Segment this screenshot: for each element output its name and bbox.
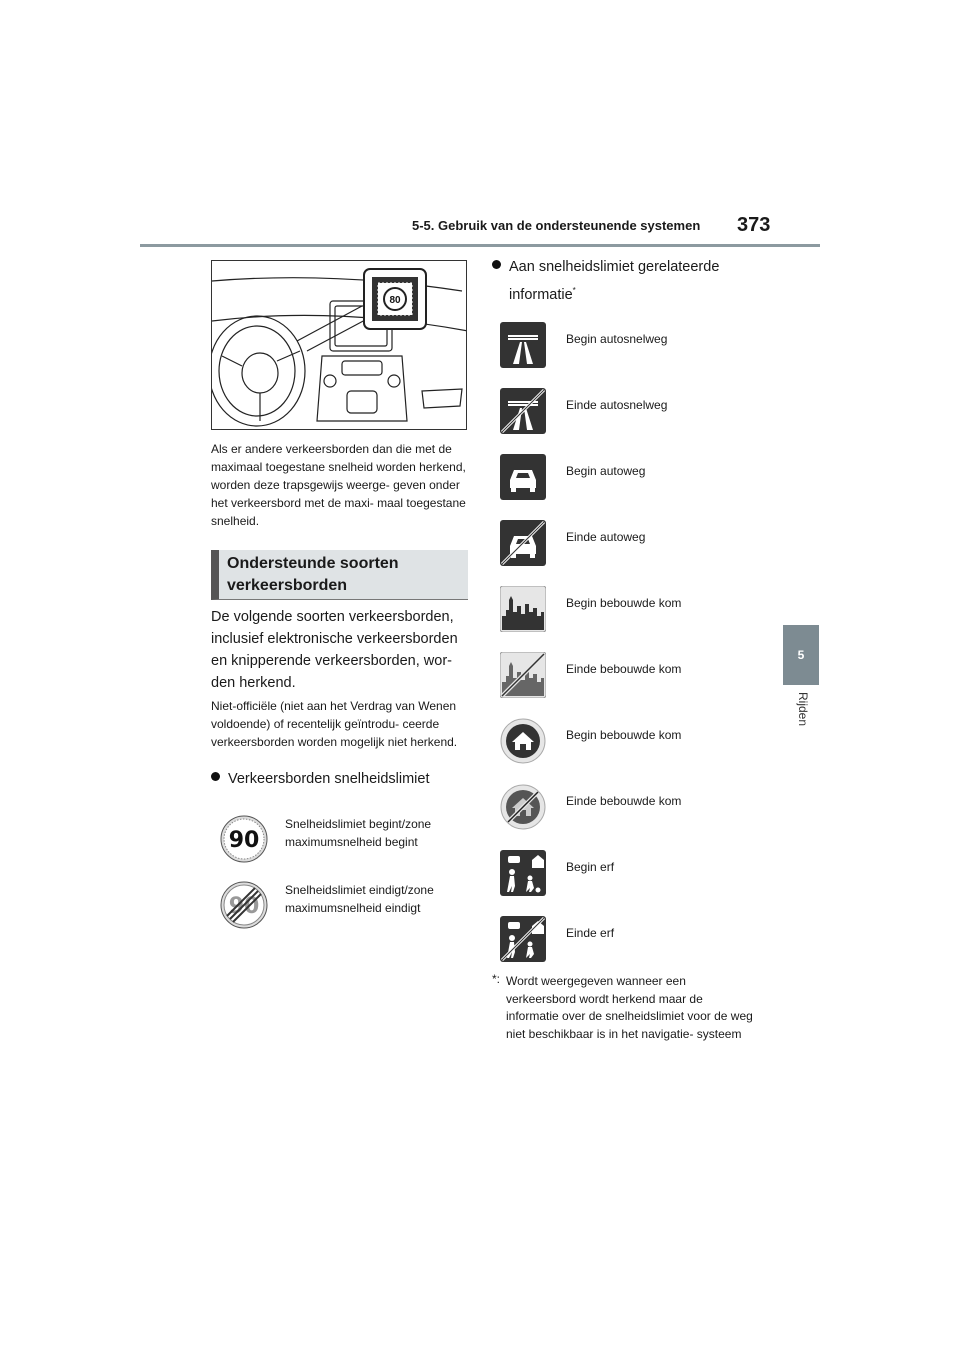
dashboard-illustration: [211, 260, 467, 430]
info-sign-label: Einde erf: [566, 926, 615, 940]
section-heading: [211, 550, 468, 600]
car-road-end-icon: [500, 520, 546, 566]
residential-zone-end-icon: [500, 916, 546, 962]
info-sign-item: [500, 718, 760, 768]
speed-limit-sign-icon: [220, 815, 268, 863]
info-sign-item: [500, 784, 760, 834]
city-skyline-icon: [500, 586, 546, 632]
speed-item-label: [285, 881, 465, 917]
info-sign-label: Begin bebouwde kom: [566, 596, 682, 610]
info-heading-line2: informatie: [509, 286, 573, 303]
speed-limit-end-sign-icon: [220, 881, 268, 929]
speed-item: [220, 815, 470, 875]
house-end-icon: [500, 784, 546, 830]
speed-item-label: [285, 815, 465, 851]
chapter-label: Rijden: [796, 692, 810, 727]
chapter-tab: [783, 625, 819, 685]
speed-sign-value: 90: [228, 894, 260, 919]
info-sign-label: Begin autosnelweg: [566, 332, 668, 346]
info-sign-label: Einde autoweg: [566, 530, 646, 544]
speed-sign-value: 90: [228, 828, 260, 853]
speed-item-label-line1: Snelheidslimiet begint/zone: [285, 817, 432, 831]
body-paragraph: De volgende soorten verkeersborden, inclusief elektronische verkeersborden en knipperende verkeersborden, wor- den herkend.: [211, 609, 458, 691]
footnote-mark: *:: [492, 972, 501, 986]
info-sign-item: [500, 850, 760, 900]
city-skyline-end-icon: [500, 652, 546, 698]
info-sign-label: Begin bebouwde kom: [566, 728, 682, 742]
speed-item-label-line2: maximumsnelheid begint: [285, 835, 418, 849]
car-road-icon: [500, 454, 546, 500]
info-sign-label: Einde bebouwde kom: [566, 794, 682, 808]
section-heading-line2: verkeersborden: [227, 577, 348, 594]
note-paragraph: Niet-officiële (niet aan het Verdrag van Wenen voldoende) of recentelijk geïntrodu- ceerde verkeersborden worden mogelijk niet herkend.: [211, 699, 458, 749]
chapter-number: 5: [797, 648, 805, 662]
bullet-icon: [492, 260, 501, 269]
info-sign-item: [500, 454, 760, 504]
info-sign-item: [500, 520, 760, 570]
motorway-icon: [500, 322, 546, 368]
info-section-heading: [492, 255, 719, 307]
header-divider: [140, 244, 820, 247]
info-sign-label: Begin autoweg: [566, 464, 646, 478]
figure-speed-value: 80: [389, 295, 401, 306]
info-sign-label: Einde bebouwde kom: [566, 662, 682, 676]
section-title: 5-5. Gebruik van de ondersteunende systemen: [412, 218, 701, 233]
speed-item: [220, 881, 470, 941]
house-icon: [500, 718, 546, 764]
dashboard-drawing: [212, 261, 467, 430]
info-sign-item: [500, 388, 760, 438]
residential-zone-icon: [500, 850, 546, 896]
page-number: 373: [737, 214, 771, 236]
motorway-end-icon: [500, 388, 546, 434]
info-heading-line1: Aan snelheidslimiet gerelateerde: [509, 259, 720, 275]
info-sign-item: [500, 916, 760, 966]
section-heading-line1: Ondersteunde soorten: [227, 555, 399, 572]
info-sign-item: [500, 322, 760, 372]
speed-item-label-line2: maximumsnelheid eindigt: [285, 901, 421, 915]
intro-paragraph: Als er andere verkeersborden dan die met de maximaal toegestane snelheid worden herkend, worden deze trapsgewijs weerge- geven onder het verkeersbord met de maxi- maal toegestane snelheid.: [211, 442, 466, 528]
footnote-text: Wordt weergegeven wanneer een verkeersbord wordt herkend maar de informatie over de snelheidslimiet voor de weg niet beschikbaar is in het navigatie- systeem: [506, 974, 753, 1041]
info-sign-item: [500, 586, 760, 636]
speed-section-heading: [211, 771, 430, 787]
bullet-icon: [211, 772, 220, 781]
info-sign-label: Begin erf: [566, 860, 615, 874]
info-sign-label: Einde autosnelweg: [566, 398, 668, 412]
speed-heading-text: Verkeersborden snelheidslimiet: [228, 771, 430, 787]
info-sign-item: [500, 652, 760, 702]
asterisk: *: [572, 286, 576, 295]
speed-item-label-line1: Snelheidslimiet eindigt/zone: [285, 883, 434, 897]
